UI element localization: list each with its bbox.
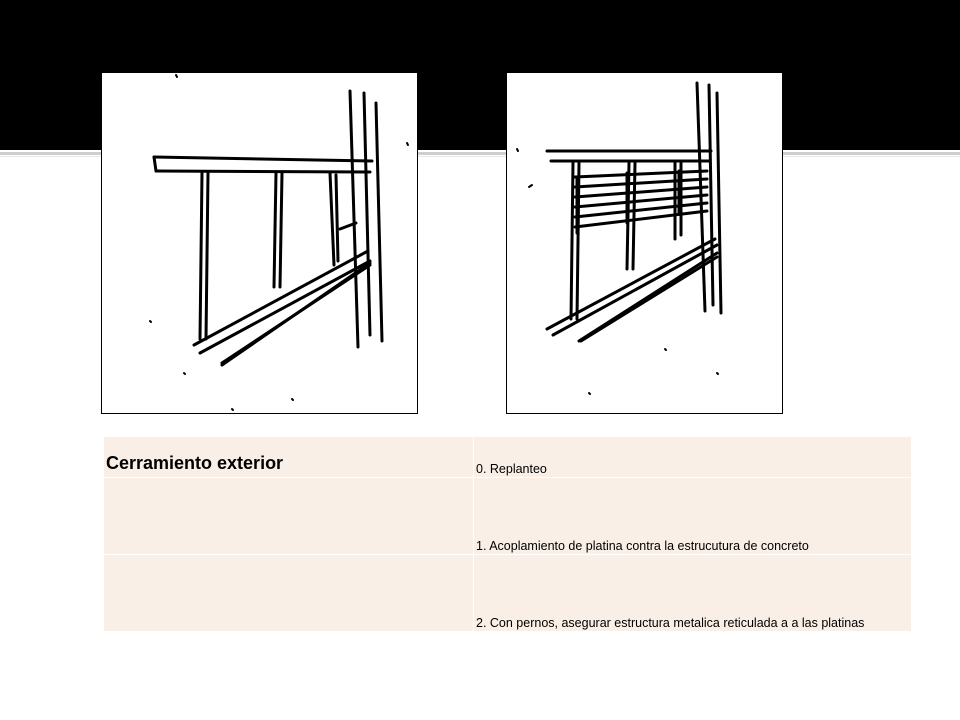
- table-cell: [474, 437, 912, 478]
- step-0: 0. Replanteo: [476, 462, 547, 476]
- table-cell: [104, 555, 474, 632]
- sketch-frame-with-louvers-image: [506, 72, 783, 414]
- step-2: 2. Con pernos, asegurar estructura metalica reticulada a a las platinas: [476, 616, 865, 630]
- section-heading: Cerramiento exterior: [106, 453, 284, 473]
- steps-table: [103, 436, 912, 632]
- table-row: [104, 555, 912, 632]
- table-cell: [474, 555, 912, 632]
- step-1: 1. Acoplamiento de platina contra la estrucutura de concreto: [476, 539, 809, 553]
- table-cell: [104, 437, 474, 478]
- sketch-frame-structure-image: [101, 72, 418, 414]
- table-cell: [104, 478, 474, 555]
- table-row: [104, 478, 912, 555]
- table-cell: [474, 478, 912, 555]
- table-row: [104, 437, 912, 478]
